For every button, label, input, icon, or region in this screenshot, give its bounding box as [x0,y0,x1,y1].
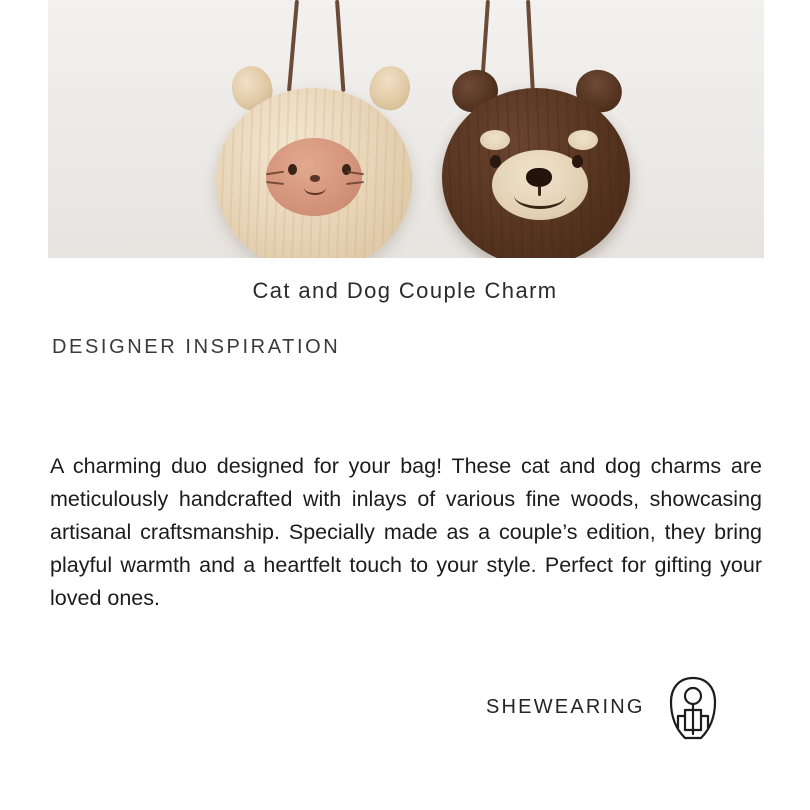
brand-name: SHEWEARING [486,695,645,718]
dog-brow-left-inlay [480,130,510,150]
cat-mouth-icon [304,181,326,195]
product-hero-image [48,0,764,258]
shewearing-logo-icon [663,672,723,742]
dog-eye-left-icon [490,155,501,168]
cat-eye-left-icon [288,164,297,175]
brand-footer [486,672,723,742]
designer-inspiration-body: A charming duo designed for your bag! These cat and dog charms are meticulously handcrafted with inlays of various fine woods, showcasing artisanal craftsmanship. Specially made as a couple’s edition, they bring playful warmth and a heartfelt touch to your style. Perfect for gifting your loved ones. [50,453,762,610]
dog-brow-right-inlay [568,130,598,150]
dog-mouth-center-icon [538,186,541,196]
cat-charm-cord-right [335,0,345,92]
product-title: Cat and Dog Couple Charm [252,278,558,303]
hero-illustration [48,0,764,258]
cat-charm-cord-left [287,0,299,92]
section-heading-designer-inspiration: DESIGNER INSPIRATION [52,336,341,358]
dog-eye-right-icon [572,155,583,168]
dog-charm-cord-right [526,0,535,92]
